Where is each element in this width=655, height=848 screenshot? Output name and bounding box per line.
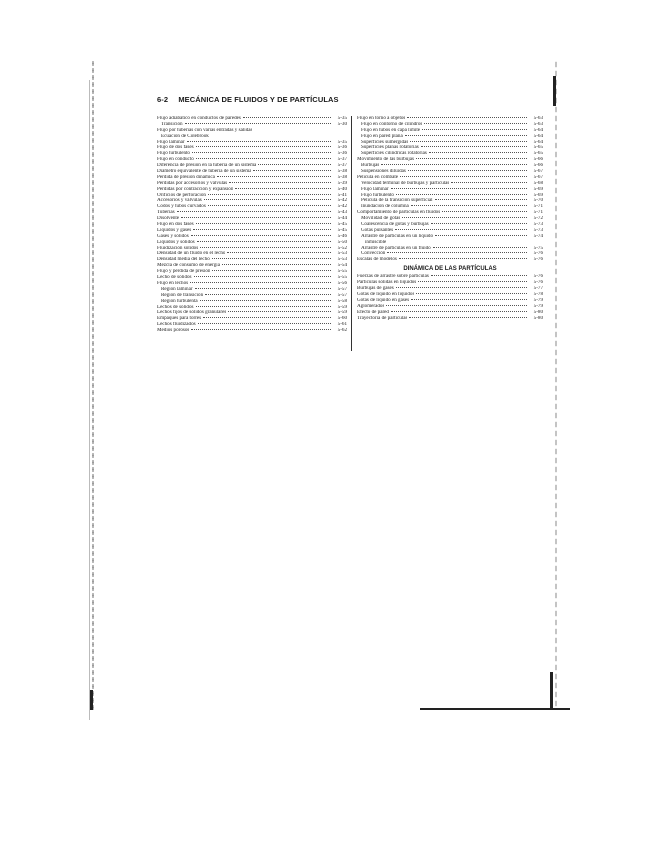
- toc-entry-title: Flujo de dos fases: [157, 145, 194, 151]
- toc-entry-title: Inundación de columna: [361, 204, 409, 210]
- toc-entry-page: 5-38: [337, 169, 347, 175]
- toc-entry-page: 5-79: [533, 303, 543, 309]
- toc-dot-leader: [258, 164, 331, 165]
- toc-dot-leader: [391, 311, 527, 312]
- toc-dot-leader: [402, 217, 527, 218]
- toc-section2-entries: [357, 274, 543, 321]
- toc-entry-title: Lechos fijos de sólidos granulares: [157, 310, 227, 316]
- toc-entry-page: 5-73: [533, 227, 543, 233]
- toc-entry-page: 5-62: [337, 328, 347, 334]
- toc-entry-page: 5-45: [337, 222, 347, 228]
- toc-entry-page: 5-72: [533, 216, 543, 222]
- toc-entry-title: Gotas de líquido en líquidos: [357, 291, 415, 297]
- toc-dot-leader: [396, 194, 527, 195]
- toc-entry-page: 5-61: [337, 322, 347, 328]
- toc-entry-title: Lechos fluidizados: [157, 322, 196, 328]
- toc-entry-title: Flujo y pérdida de presión: [157, 269, 211, 275]
- toc-entry-title: Aglomerados: [357, 303, 385, 309]
- toc-entry-title: Pérdidas por accesorios y válvulas: [157, 180, 228, 186]
- toc-right-entries: [357, 116, 543, 263]
- toc-entry-title: Tuberías: [157, 210, 175, 216]
- toc-entry-page: 5-79: [533, 297, 543, 303]
- toc-entry-page: 5-65: [533, 151, 543, 157]
- toc-dot-leader: [407, 117, 527, 118]
- toc-entry-page: 5-80: [533, 315, 543, 321]
- toc-entry-title: Transición: [161, 121, 183, 127]
- toc-dot-leader: [395, 229, 527, 230]
- toc-entry: [357, 316, 543, 322]
- toc-entry-title: Arrastre de partículas en un fluido: [361, 245, 431, 251]
- toc-entry-page: 5-60: [337, 316, 347, 322]
- toc-entry-title: Flujo por tuberías con varias entradas y salidas: [157, 127, 253, 133]
- toc-entry-title: Medios porosos: [157, 328, 190, 334]
- toc-entry-page: 5-35: [337, 116, 347, 121]
- toc-dot-leader: [187, 141, 331, 142]
- toc-dot-leader: [421, 146, 527, 147]
- toc-entry-page: 5-80: [533, 309, 543, 315]
- toc-entry-title: Accesorios y válvulas: [157, 198, 202, 204]
- toc-entry-page: 5-68: [533, 180, 543, 186]
- toc-entry-page: 5-70: [533, 198, 543, 204]
- toc-dot-leader: [196, 306, 332, 307]
- toc-entry-page: 5-55: [337, 269, 347, 275]
- toc-entry-title: Flujo en tubos en capa límite: [361, 127, 420, 133]
- toc-entry-page: 5-37: [337, 157, 347, 163]
- toc-dot-leader: [435, 235, 527, 236]
- toc-dot-leader: [190, 282, 331, 283]
- toc-entry-page: 5-69: [533, 192, 543, 198]
- toc-dot-leader: [424, 123, 527, 124]
- toc-entry-title: Burbujas de gases: [357, 286, 394, 292]
- toc-entry-page: 5-52: [337, 245, 347, 251]
- toc-entry-title: Convección: [361, 251, 386, 257]
- left-scan-edge-line: [89, 80, 90, 720]
- toc-entry-page: 5-66: [533, 163, 543, 169]
- toc-entry-page: 5-42: [337, 198, 347, 204]
- toc-entry-page: 5-36: [337, 151, 347, 157]
- toc-entry-title: Líquidos y gases: [157, 227, 192, 233]
- toc-dot-leader: [229, 182, 331, 183]
- toc-entry-page: 5-35: [337, 139, 347, 145]
- toc-entry-title: Líquidos y sólidos: [157, 239, 195, 245]
- toc-entry-page: 5-64: [533, 127, 543, 133]
- toc-dot-leader: [197, 241, 331, 242]
- toc-dot-leader: [196, 158, 331, 159]
- page-header: [157, 95, 339, 104]
- toc-entry-page: 5-54: [337, 263, 347, 269]
- toc-dot-leader: [431, 223, 527, 224]
- toc-entry-title: Flujo laminar: [157, 139, 185, 145]
- toc-dot-leader: [433, 247, 527, 248]
- toc-entry-title: Región de transición: [161, 292, 204, 298]
- toc-entry-title: Burbujas: [361, 163, 380, 169]
- toc-entry-title: Flujo en conducto: [157, 157, 194, 163]
- toc-entry-page: 5-59: [337, 304, 347, 310]
- toc-right-column: [357, 116, 543, 321]
- toc-entry-page: 5-67: [533, 169, 543, 175]
- toc-entry: [157, 328, 347, 334]
- toc-entry-title: Densidad de un fluido en el lecho: [157, 251, 226, 257]
- toc-dot-leader: [418, 281, 527, 282]
- toc-entry-title: Densidad media del lecho: [157, 257, 210, 263]
- toc-entry-page: 5-76: [533, 274, 543, 280]
- toc-dot-leader: [195, 288, 331, 289]
- toc-dot-leader: [386, 305, 527, 306]
- toc-entry-title: Partículas sólidas en líquidos: [357, 280, 417, 286]
- toc-entry-page: 5-64: [533, 133, 543, 139]
- toc-entry-title: Mezcla de consumo de energía: [157, 263, 220, 269]
- toc-entry-title: Fuerzas de arrastre sobre partículas: [357, 274, 429, 280]
- toc-dot-leader: [208, 194, 331, 195]
- toc-entry-title: Empaques para torres: [157, 316, 202, 322]
- toc-dot-leader: [185, 123, 331, 124]
- toc-dot-leader: [410, 141, 527, 142]
- toc-dot-leader: [253, 170, 331, 171]
- page-header-title: MECÁNICA DE FLUIDOS Y DE PARTÍCULAS: [178, 95, 339, 104]
- toc-dot-leader: [435, 199, 527, 200]
- toc-entry-page: 5-74: [533, 233, 543, 239]
- toc-entry-title: Pérdida de presión dinámica: [157, 174, 215, 180]
- toc-entry-page: 5-78: [533, 291, 543, 297]
- toc-entry-page: 5-76: [533, 257, 543, 263]
- toc-entry-title: Lechos de sólidos: [157, 304, 194, 310]
- toc-dot-leader: [399, 258, 527, 259]
- toc-entry-page: 5-75: [533, 245, 543, 251]
- toc-dot-leader: [196, 223, 331, 224]
- bottom-scan-rule: [420, 708, 570, 710]
- toc-dot-leader: [416, 293, 527, 294]
- toc-dot-leader: [181, 217, 331, 218]
- toc-dot-leader: [203, 317, 331, 318]
- toc-entry-title: Disolvente: [157, 216, 180, 222]
- toc-entry-page: 5-55: [337, 275, 347, 281]
- toc-entry-title: Coalescencia de gotas y burbujas: [361, 222, 429, 228]
- toc-entry-title: Superficies sumergidas: [361, 139, 409, 145]
- toc-entry-page: 5-53: [337, 251, 347, 257]
- toc-entry-page: 5-77: [533, 286, 543, 292]
- toc-dot-leader: [391, 188, 527, 189]
- toc-dot-leader: [208, 205, 331, 206]
- toc-entry-title: Superficies cilíndricas rotatorias: [361, 151, 427, 157]
- toc-dot-leader: [235, 188, 331, 189]
- toc-entry-page: 5-50: [337, 239, 347, 245]
- toc-dot-leader: [194, 276, 331, 277]
- toc-entry-page: 5-36: [337, 145, 347, 151]
- toc-entry-page: 5-39: [337, 180, 347, 186]
- toc-dot-leader: [227, 252, 331, 253]
- toc-dot-leader: [408, 170, 527, 171]
- toc-entry-title: Pérdidas por contracción y expansión: [157, 186, 234, 192]
- left-bottom-edge-mark: [90, 690, 93, 710]
- toc-entry-page: 5-66: [533, 157, 543, 163]
- toc-entry-page: 5-67: [533, 174, 543, 180]
- toc-entry-page: 5-43: [337, 210, 347, 216]
- toc-entry-title: Región turbulenta: [161, 298, 198, 304]
- toc-entry-title: Comportamiento de partículas en fluidos: [357, 210, 441, 216]
- toc-dot-leader: [422, 129, 527, 130]
- toc-entry-page: 5-56: [337, 280, 347, 286]
- toc-entry-page: 5-71: [533, 204, 543, 210]
- toc-entry-page: 5-53: [337, 257, 347, 263]
- toc-dot-leader: [193, 229, 331, 230]
- toc-dot-leader: [200, 247, 331, 248]
- toc-entry-title: Movilidad de gotas: [361, 216, 401, 222]
- toc-entry-title: Flujo en torno a objetos: [357, 116, 406, 121]
- toc-entry-page: 5-58: [337, 298, 347, 304]
- toc-entry-page: 5-46: [337, 233, 347, 239]
- toc-entry-page: 5-40: [337, 186, 347, 192]
- toc-entry-title: Arrastre de partículas en un líquido: [361, 233, 433, 239]
- toc-dot-leader: [243, 117, 331, 118]
- toc-entry-title: Diferencia de presión en la tubería de un sistema: [157, 163, 257, 169]
- toc-entry-page: 5-30: [337, 121, 347, 127]
- toc-entry-title: Velocidad terminal de burbujas y partículas: [361, 180, 450, 186]
- toc-entry-title: Efecto de pared: [357, 309, 389, 315]
- toc-entry-page: 5-41: [337, 192, 347, 198]
- toc-dot-leader: [387, 252, 527, 253]
- toc-entry-title: Gotas de líquido en gases: [357, 297, 410, 303]
- toc-entry-title: inmiscible: [365, 239, 387, 245]
- toc-entry-page: 5-44: [337, 216, 347, 222]
- toc-dot-leader: [451, 182, 527, 183]
- toc-dot-leader: [431, 275, 527, 276]
- toc-dot-leader: [200, 300, 331, 301]
- toc-entry-title: Flujo adiabático en conductos de paredes: [157, 116, 241, 121]
- toc-dot-leader: [204, 199, 331, 200]
- toc-dot-leader: [217, 176, 331, 177]
- toc-entry: [357, 257, 543, 263]
- toc-entry-title: Superficies planas rotatorias: [361, 145, 419, 151]
- toc-entry-title: Película en combate: [357, 174, 399, 180]
- toc-entry-title: Flujo en dos fases: [157, 222, 194, 228]
- toc-entry-title: Trayectoria de partículas: [357, 315, 408, 321]
- toc-dot-leader: [212, 258, 331, 259]
- toc-entry-page: 5-57: [337, 292, 347, 298]
- toc-dot-leader: [205, 294, 331, 295]
- toc-entry-title: Diámetro equivalente de tubería de un sistema: [157, 169, 252, 175]
- toc-dot-leader: [191, 329, 331, 330]
- toc-dot-leader: [429, 152, 527, 153]
- toc-entry-title: Movimiento de las burbujas: [357, 157, 415, 163]
- toc-entry-title: Flujo turbulento: [157, 151, 190, 157]
- toc-entry-page: 5-63: [533, 121, 543, 127]
- toc-dot-leader: [409, 317, 527, 318]
- toc-dot-leader: [442, 211, 527, 212]
- toc-dot-leader: [411, 299, 527, 300]
- page-number: 6-2: [157, 95, 169, 104]
- toc-left-column: [157, 116, 347, 334]
- toc-dot-leader: [416, 158, 527, 159]
- toc-entry-title: Ecuación de Colebrook: [161, 133, 209, 139]
- toc-dot-leader: [222, 264, 331, 265]
- section-heading: DINÁMICA DE LAS PARTÍCULAS: [403, 266, 497, 273]
- toc-dot-leader: [212, 270, 331, 271]
- toc-dot-leader: [191, 235, 331, 236]
- toc-entry-page: 5-57: [337, 286, 347, 292]
- column-divider: [351, 116, 352, 351]
- toc-entry-title: Fluidización sólidos: [157, 245, 199, 251]
- toc-entry-page: 5-71: [533, 210, 543, 216]
- toc-entry-page: 5-76: [533, 251, 543, 257]
- toc-entry-title: Lecho de sólidos: [157, 275, 192, 281]
- toc-entry-title: Flujo en contorno de cilindros: [361, 121, 423, 127]
- toc-dot-leader: [177, 211, 331, 212]
- toc-dot-leader: [411, 205, 527, 206]
- toc-entry-page: 5-63: [533, 116, 543, 121]
- toc-dot-leader: [196, 146, 331, 147]
- toc-entry-page: 5-76: [533, 280, 543, 286]
- toc-entry-title: Flujo turbulento: [361, 192, 394, 198]
- toc-entry-title: Escalas de modelos: [357, 257, 397, 263]
- toc-entry-page: 5-73: [533, 222, 543, 228]
- toc-entry-page: 5-64: [533, 139, 543, 145]
- left-scan-edge-dots: [92, 60, 94, 710]
- toc-entry-title: Suspensiones diluidas: [361, 169, 406, 175]
- toc-dot-leader: [405, 135, 527, 136]
- toc-dot-leader: [400, 176, 527, 177]
- toc-entry-page: 5-69: [533, 186, 543, 192]
- toc-entry-title: Gotas pulsantes: [361, 227, 394, 233]
- toc-entry-page: 5-37: [337, 163, 347, 169]
- toc-entry-title: Flujo en pared plana: [361, 133, 403, 139]
- toc-entry-page: 5-59: [337, 310, 347, 316]
- toc-entry-title: Orificios de perforación: [157, 192, 206, 198]
- toc-dot-leader: [228, 311, 331, 312]
- toc-entry-page: 5-45: [337, 227, 347, 233]
- toc-entry-title: Región laminar: [161, 286, 193, 292]
- toc-dot-leader: [192, 152, 331, 153]
- toc-entry-title: Flujo en lechos: [157, 280, 189, 286]
- toc-dot-leader: [381, 164, 527, 165]
- toc-entry-title: Flujo laminar: [361, 186, 389, 192]
- toc-entry-title: Gases y sólidos: [157, 233, 189, 239]
- toc-dot-leader: [396, 287, 527, 288]
- toc-entry-title: Codos y tubos curvados: [157, 204, 206, 210]
- right-bottom-edge-bar: [550, 672, 553, 708]
- toc-entry-page: 5-65: [533, 145, 543, 151]
- toc-entry-page: 5-38: [337, 174, 347, 180]
- right-scan-edge-dots: [555, 60, 557, 710]
- toc-entry-page: 5-42: [337, 204, 347, 210]
- toc-entry-title: Película de la transición superficial: [361, 198, 433, 204]
- toc-dot-leader: [198, 323, 331, 324]
- right-top-edge-bar: [553, 76, 556, 106]
